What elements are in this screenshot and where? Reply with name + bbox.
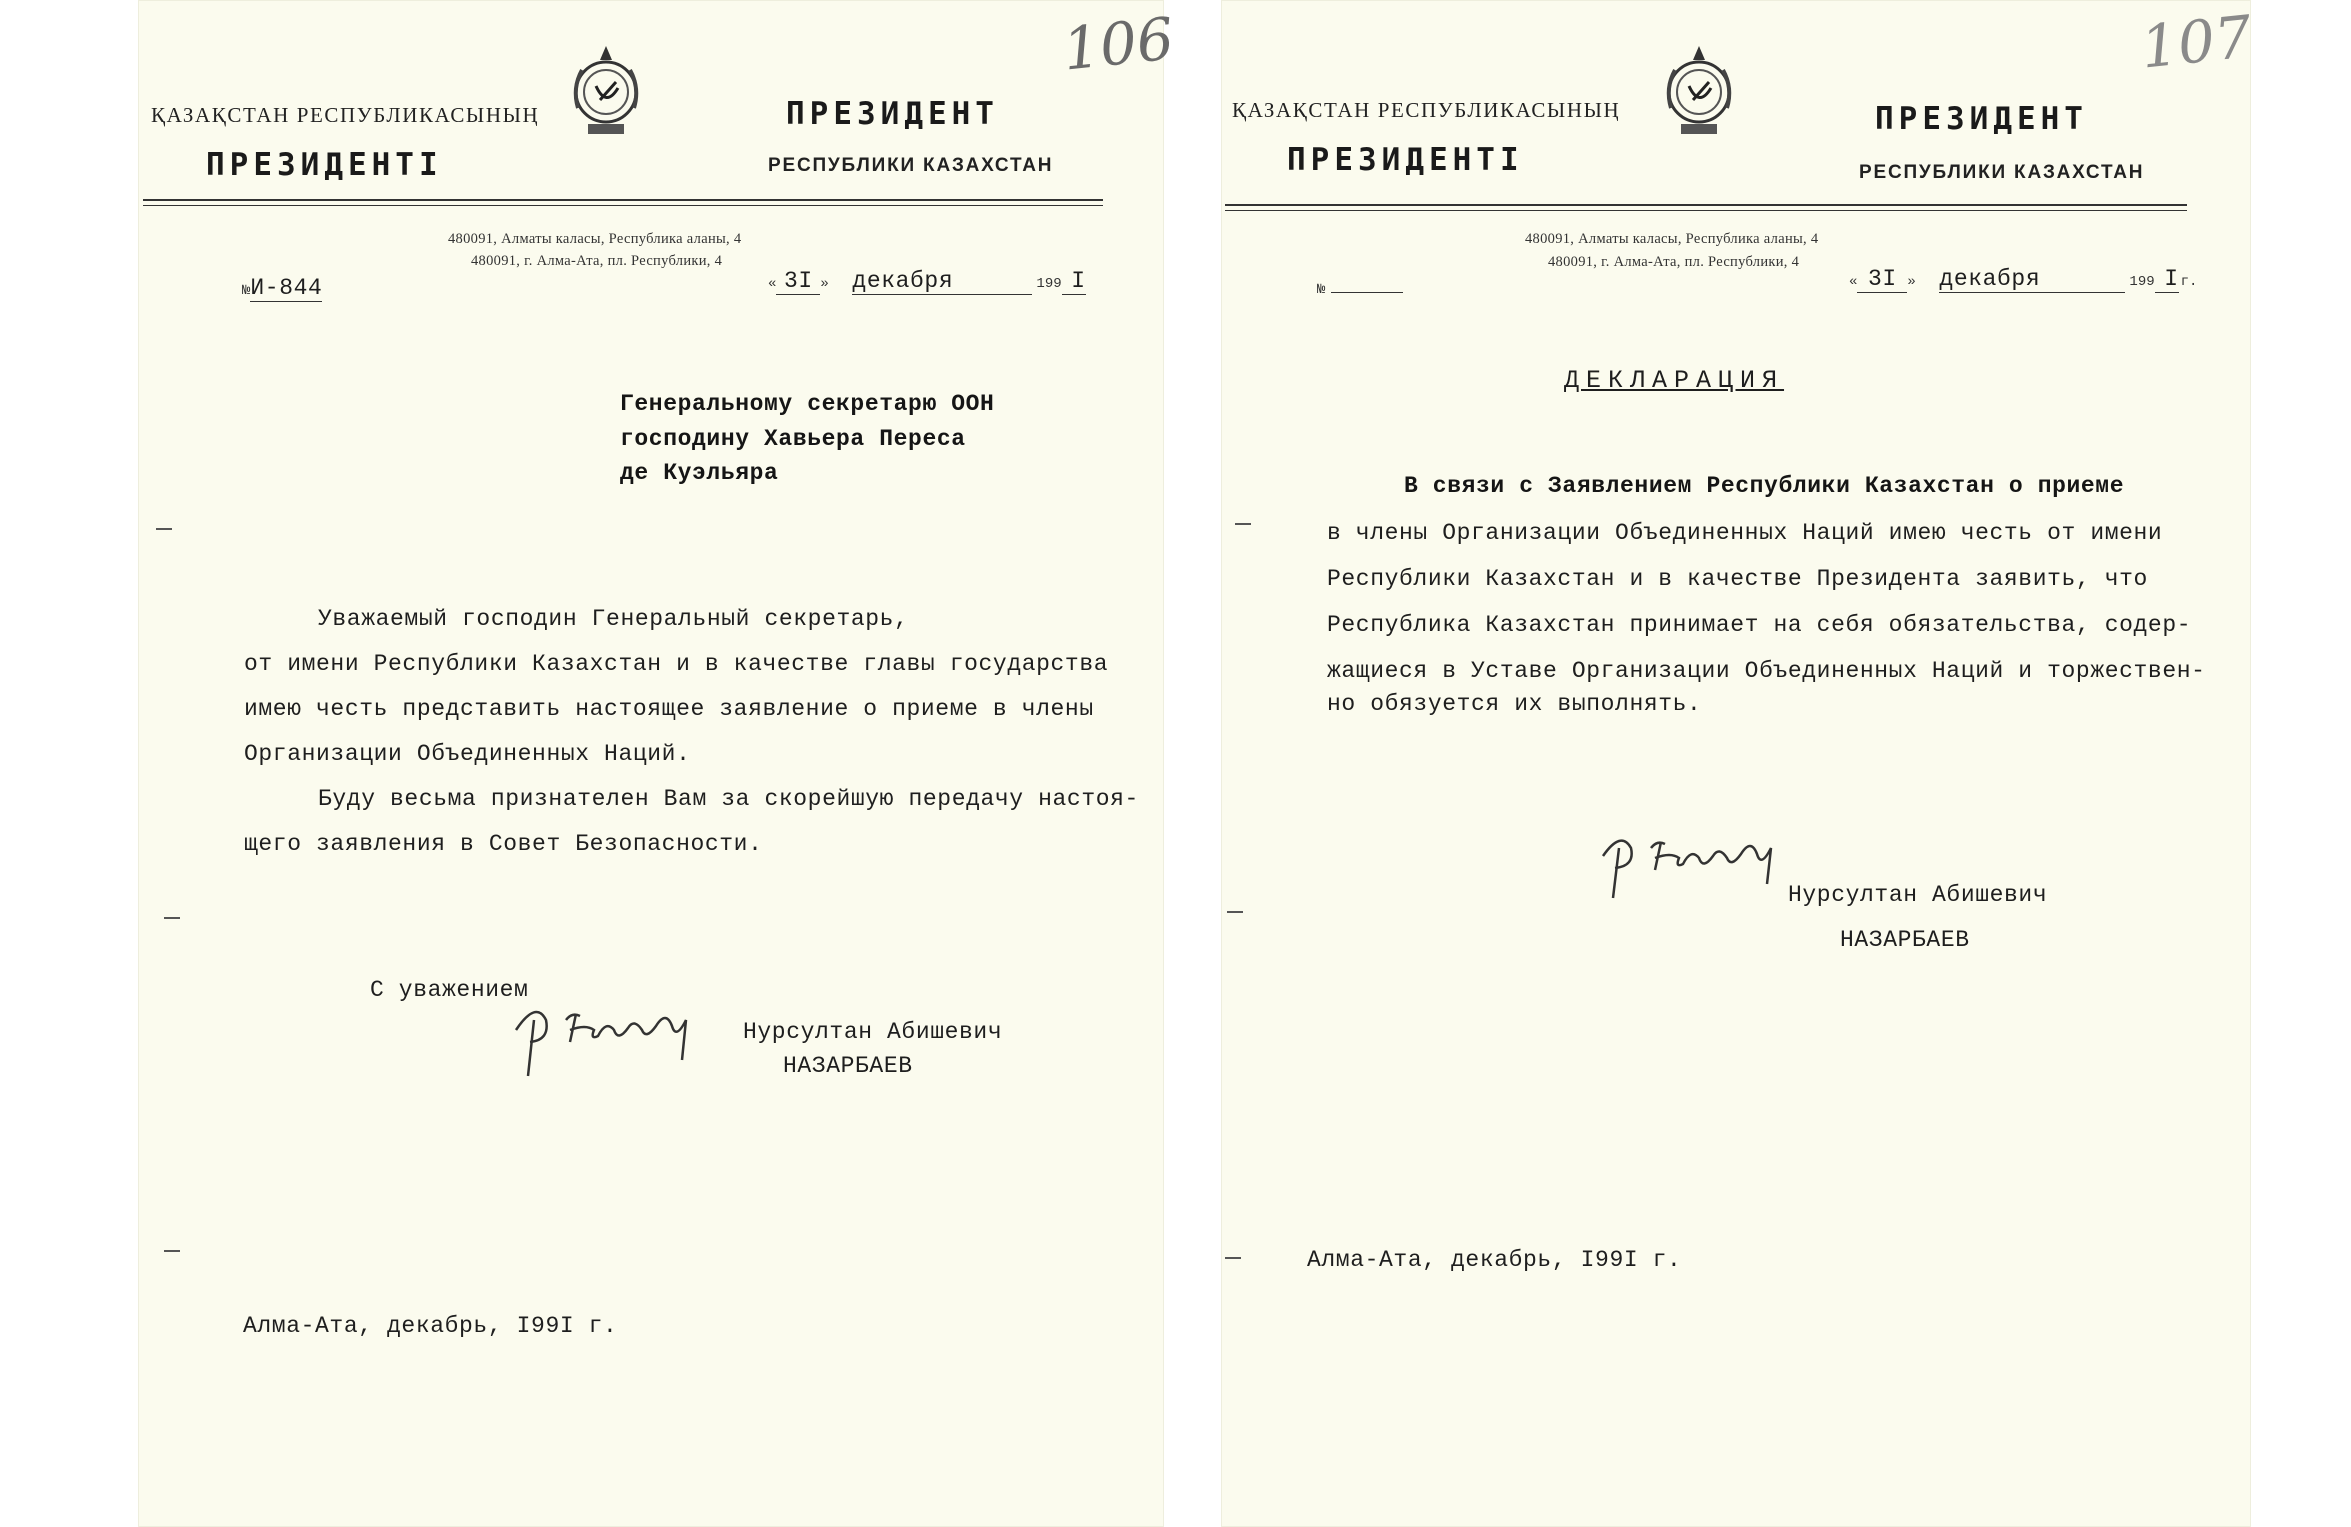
number-value: И-844 xyxy=(250,275,323,301)
document-title: ДЕКЛАРАЦИЯ xyxy=(1564,366,1785,395)
document-date xyxy=(1849,266,2197,293)
document-date xyxy=(768,268,1086,295)
place-and-date: Алма-Ата, декабрь, I99I г. xyxy=(243,1313,618,1339)
header-rule xyxy=(143,199,1103,201)
date-month: декабря xyxy=(1939,266,2125,293)
margin-mark xyxy=(164,1250,180,1252)
header-kaz-line1: ҚАЗАҚСТАН РЕСПУБЛИКАСЫНЫҢ xyxy=(151,103,540,127)
header-kaz-line2: ПРЕЗИДЕНТІ xyxy=(206,147,443,183)
margin-mark xyxy=(1235,523,1251,525)
body-line: имею честь представить настоящее заявление о приеме в члены xyxy=(244,696,1094,722)
body-line: но обязуется их выполнять. xyxy=(1327,691,1702,717)
year-prefix: 199 xyxy=(2129,274,2155,290)
header-rule xyxy=(1225,204,2187,206)
recipient-line: Генеральному секретарю ООН xyxy=(620,391,995,417)
document-number xyxy=(242,275,322,302)
year-suffix: г. xyxy=(2180,274,2198,290)
body-line: щего заявления в Совет Безопасности. xyxy=(244,831,763,857)
body-line: в члены Организации Объединенных Наций имею честь от имени xyxy=(1327,520,2163,546)
header-rus-line2: РЕСПУБЛИКИ КАЗАХСТАН xyxy=(1859,162,2145,183)
date-month: декабря xyxy=(852,268,1032,295)
salutation: Уважаемый господин Генеральный секретарь, xyxy=(318,606,909,632)
closing: С уважением xyxy=(370,977,529,1003)
body-line: от имени Республики Казахстан и в качестве главы государства xyxy=(244,651,1109,677)
signatory-name: Нурсултан Абишевич xyxy=(1788,882,2048,908)
address-kaz: 480091, Алматы каласы, Республика аланы, 4 xyxy=(448,231,742,247)
date-day: 3I xyxy=(776,268,820,295)
signatory-surname: НАЗАРБАЕВ xyxy=(783,1053,913,1079)
date-close-quote: » xyxy=(820,276,829,292)
number-value xyxy=(1331,292,1403,293)
date-day: 3I xyxy=(1857,266,1907,293)
margin-mark xyxy=(164,917,180,919)
signatory-name: Нурсултан Абишевич xyxy=(743,1019,1003,1045)
place-and-date: Алма-Ата, декабрь, I99I г. xyxy=(1307,1247,1682,1273)
body-line: жащиеся в Уставе Организации Объединенных Наций и торжествен- xyxy=(1327,658,2206,684)
date-open-quote: « xyxy=(1849,274,1858,290)
declaration-page xyxy=(1221,0,2255,1527)
state-emblem-icon xyxy=(566,38,646,142)
margin-mark xyxy=(1225,1257,1241,1259)
margin-mark xyxy=(1227,911,1243,913)
handwritten-signature xyxy=(1593,822,1793,902)
state-emblem-icon xyxy=(1659,38,1739,142)
date-year-digit: I xyxy=(2155,266,2179,293)
body-line: В связи с Заявлением Республики Казахстан о приеме xyxy=(1404,473,2125,499)
header-kaz-line2: ПРЕЗИДЕНТІ xyxy=(1287,142,1524,178)
header-rule-thin xyxy=(143,205,1103,206)
date-year-digit: I xyxy=(1062,268,1086,295)
address-rus: 480091, г. Алма-Ата, пл. Республики, 4 xyxy=(471,253,723,269)
number-prefix: № xyxy=(242,283,251,299)
letter-page xyxy=(138,0,1177,1527)
date-close-quote: » xyxy=(1907,274,1916,290)
header-rule-thin xyxy=(1225,210,2187,211)
signatory-surname: НАЗАРБАЕВ xyxy=(1840,927,1970,953)
archive-page-number: 107 xyxy=(2137,2,2255,82)
header-rus-line2: РЕСПУБЛИКИ КАЗАХСТАН xyxy=(768,155,1054,176)
recipient-line: де Куэльяра xyxy=(620,460,779,486)
document-number xyxy=(1317,280,1403,298)
archive-page-number: 106 xyxy=(1059,4,1177,84)
handwritten-signature xyxy=(506,990,706,1080)
margin-mark xyxy=(156,528,172,530)
header-kaz-line1: ҚАЗАҚСТАН РЕСПУБЛИКАСЫНЫҢ xyxy=(1232,98,1621,122)
header-rus-line1: ПРЕЗИДЕНТ xyxy=(1875,101,2088,137)
header-rus-line1: ПРЕЗИДЕНТ xyxy=(786,96,999,132)
body-line: Буду весьма признателен Вам за скорейшую передачу настоя- xyxy=(318,786,1139,812)
body-line: Организации Объединенных Наций. xyxy=(244,741,691,767)
year-prefix: 199 xyxy=(1036,276,1062,292)
body-line: Республика Казахстан принимает на себя обязательства, содер- xyxy=(1327,612,2192,638)
body-line: Республики Казахстан и в качестве Президента заявить, что xyxy=(1327,566,2148,592)
number-prefix: № xyxy=(1317,282,1326,298)
address-kaz: 480091, Алматы каласы, Республика аланы, 4 xyxy=(1525,231,1819,247)
recipient-line: господину Хавьера Переса xyxy=(620,426,966,452)
date-open-quote: « xyxy=(768,276,777,292)
address-rus: 480091, г. Алма-Ата, пл. Республики, 4 xyxy=(1548,254,1800,270)
